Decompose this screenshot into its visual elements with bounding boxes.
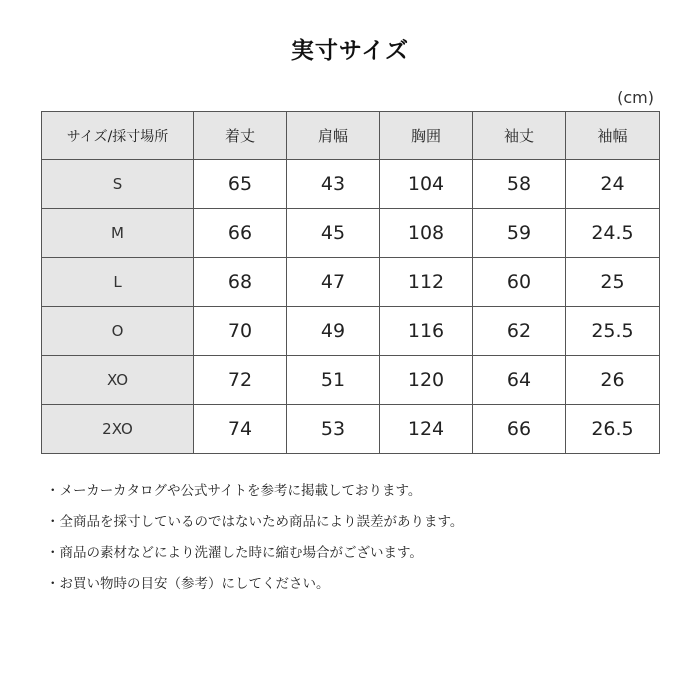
size-table <box>41 111 660 454</box>
table-row <box>42 356 660 405</box>
table-cell: 124 <box>380 405 473 454</box>
table-cell: 104 <box>380 160 473 209</box>
note-item: ・全商品を採寸しているのではないため商品により誤差があります。 <box>46 514 464 530</box>
header-size-location: サイズ/採寸場所 <box>42 112 194 160</box>
table-cell: 70 <box>194 307 287 356</box>
row-size-label: S <box>42 160 194 209</box>
table-cell: 58 <box>473 160 566 209</box>
table-cell: 25.5 <box>566 307 660 356</box>
row-size-label: M <box>42 209 194 258</box>
table-cell: 59 <box>473 209 566 258</box>
table-header-row <box>42 112 660 160</box>
header-shoulder-width: 肩幅 <box>287 112 380 160</box>
table-row <box>42 160 660 209</box>
table-cell: 45 <box>287 209 380 258</box>
row-size-label: L <box>42 258 194 307</box>
table-cell: 66 <box>194 209 287 258</box>
table-cell: 65 <box>194 160 287 209</box>
table-cell: 74 <box>194 405 287 454</box>
row-size-label: 2XO <box>42 405 194 454</box>
page-title: 実寸サイズ <box>290 38 410 64</box>
row-size-label: O <box>42 307 194 356</box>
notes-list <box>46 481 463 605</box>
table-row <box>42 405 660 454</box>
table-cell: 24.5 <box>566 209 660 258</box>
table-cell: 112 <box>380 258 473 307</box>
header-chest: 胸囲 <box>380 112 473 160</box>
note-item: ・お買い物時の目安（参考）にしてください。 <box>46 576 330 592</box>
table-cell: 51 <box>287 356 380 405</box>
table-cell: 60 <box>473 258 566 307</box>
note-item: ・メーカーカタログや公式サイトを参考に掲載しております。 <box>46 483 422 499</box>
header-length: 着丈 <box>194 112 287 160</box>
table-cell: 53 <box>287 405 380 454</box>
table-cell: 25 <box>566 258 660 307</box>
header-sleeve-length: 袖丈 <box>473 112 566 160</box>
table-cell: 26.5 <box>566 405 660 454</box>
table-cell: 120 <box>380 356 473 405</box>
table-cell: 24 <box>566 160 660 209</box>
table-cell: 62 <box>473 307 566 356</box>
table-row <box>42 307 660 356</box>
header-sleeve-width: 袖幅 <box>566 112 660 160</box>
table-row <box>42 258 660 307</box>
table-cell: 72 <box>194 356 287 405</box>
table-cell: 26 <box>566 356 660 405</box>
table-cell: 49 <box>287 307 380 356</box>
table-cell: 64 <box>473 356 566 405</box>
note-item: ・商品の素材などにより洗濯した時に縮む場合がございます。 <box>46 545 423 561</box>
table-cell: 47 <box>287 258 380 307</box>
table-row <box>42 209 660 258</box>
table-cell: 116 <box>380 307 473 356</box>
table-cell: 66 <box>473 405 566 454</box>
unit-label: (cm) <box>617 88 654 107</box>
table-cell: 68 <box>194 258 287 307</box>
table-cell: 43 <box>287 160 380 209</box>
row-size-label: XO <box>42 356 194 405</box>
table-cell: 108 <box>380 209 473 258</box>
